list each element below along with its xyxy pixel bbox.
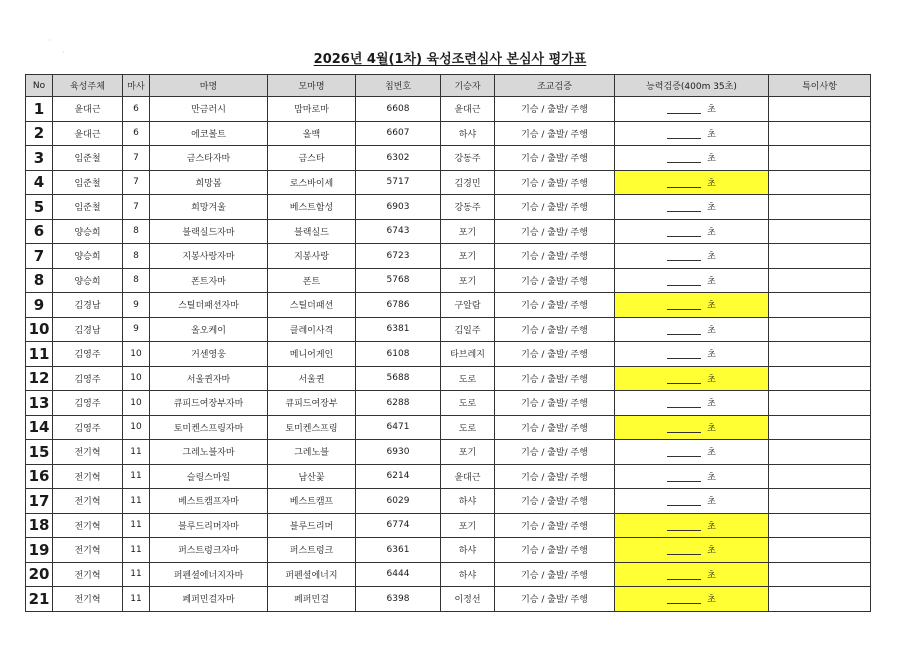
row-no: 17 <box>26 489 53 514</box>
table-row <box>26 366 871 391</box>
table-row <box>26 489 871 514</box>
chip-number-cell: 5768 <box>356 268 441 293</box>
owner-cell: 김영주 <box>53 342 123 367</box>
dam-name-cell: 남산꽃 <box>268 464 356 489</box>
header-owner: 육성주체 <box>53 75 123 97</box>
horse-name-cell: 퍼스트렁크자마 <box>150 538 268 563</box>
owner-cell: 임준철 <box>53 146 123 171</box>
row-no: 2 <box>26 121 53 146</box>
remarks-cell <box>769 342 871 367</box>
table-row <box>26 268 871 293</box>
dam-name-cell: 페퍼민걸 <box>268 587 356 612</box>
owner-cell: 전기혁 <box>53 587 123 612</box>
training-check-cell: 기승 / 출발/ 주행 <box>495 121 615 146</box>
remarks-cell <box>769 366 871 391</box>
chip-number-cell: 6471 <box>356 415 441 440</box>
row-no: 14 <box>26 415 53 440</box>
dam-name-cell: 지봉사랑 <box>268 244 356 269</box>
rider-cell: 구알람 <box>441 293 495 318</box>
rider-cell: 도로 <box>441 415 495 440</box>
row-no: 5 <box>26 195 53 220</box>
training-check-cell: 기승 / 출발/ 주행 <box>495 342 615 367</box>
header-horse: 마명 <box>150 75 268 97</box>
row-no: 9 <box>26 293 53 318</box>
horse-name-cell: 베스트캠프자마 <box>150 489 268 514</box>
stable-cell: 10 <box>123 366 150 391</box>
header-training-check: 조교검증 <box>495 75 615 97</box>
header-remarks: 특이사항 <box>769 75 871 97</box>
seconds-unit: 초 <box>707 595 716 606</box>
training-check-cell: 기승 / 출발/ 주행 <box>495 513 615 538</box>
seconds-unit: 초 <box>707 497 716 508</box>
header-row <box>26 75 871 97</box>
header-no: No <box>26 75 53 97</box>
rider-cell: 도로 <box>441 366 495 391</box>
horse-name-cell: 페퍼민걸자마 <box>150 587 268 612</box>
row-no: 16 <box>26 464 53 489</box>
row-no: 12 <box>26 366 53 391</box>
seconds-unit: 초 <box>707 448 716 459</box>
scan-speck: · <box>48 36 51 45</box>
remarks-cell <box>769 195 871 220</box>
rider-cell: 강동주 <box>441 146 495 171</box>
rider-cell: 윤대근 <box>441 97 495 122</box>
row-no: 4 <box>26 170 53 195</box>
dam-name-cell: 베스트함성 <box>268 195 356 220</box>
table-row <box>26 562 871 587</box>
chip-number-cell: 6302 <box>356 146 441 171</box>
training-check-cell: 기승 / 출발/ 주행 <box>495 415 615 440</box>
remarks-cell <box>769 244 871 269</box>
stable-cell: 10 <box>123 415 150 440</box>
time-blank-line <box>667 162 701 163</box>
header-ability-check: 능력검증(400m 35초) <box>615 75 769 97</box>
rider-cell: 포기 <box>441 268 495 293</box>
training-check-cell: 기승 / 출발/ 주행 <box>495 244 615 269</box>
remarks-cell <box>769 562 871 587</box>
ability-time-cell <box>615 219 769 244</box>
seconds-unit: 초 <box>707 325 716 336</box>
time-blank-line <box>667 554 701 555</box>
owner-cell: 윤대근 <box>53 97 123 122</box>
owner-cell: 전기혁 <box>53 440 123 465</box>
horse-name-cell: 거센영웅 <box>150 342 268 367</box>
stable-cell: 6 <box>123 97 150 122</box>
seconds-unit: 초 <box>707 374 716 385</box>
training-check-cell: 기승 / 출발/ 주행 <box>495 268 615 293</box>
row-no: 19 <box>26 538 53 563</box>
header-dam: 모마명 <box>268 75 356 97</box>
remarks-cell <box>769 317 871 342</box>
owner-cell: 전기혁 <box>53 562 123 587</box>
stable-cell: 7 <box>123 170 150 195</box>
row-no: 10 <box>26 317 53 342</box>
dam-name-cell: 로스바이세 <box>268 170 356 195</box>
dam-name-cell: 토미켄스프링 <box>268 415 356 440</box>
chip-number-cell: 6361 <box>356 538 441 563</box>
table-row <box>26 464 871 489</box>
rider-cell: 하샤 <box>441 538 495 563</box>
seconds-unit: 초 <box>707 129 716 140</box>
horse-name-cell: 슬링스마일 <box>150 464 268 489</box>
remarks-cell <box>769 391 871 416</box>
seconds-unit: 초 <box>707 546 716 557</box>
ability-time-cell <box>615 513 769 538</box>
chip-number-cell: 6608 <box>356 97 441 122</box>
rider-cell: 하샤 <box>441 121 495 146</box>
chip-number-cell: 6723 <box>356 244 441 269</box>
time-blank-line <box>667 358 701 359</box>
owner-cell: 전기혁 <box>53 513 123 538</box>
time-blank-line <box>667 187 701 188</box>
dam-name-cell: 금스타 <box>268 146 356 171</box>
owner-cell: 전기혁 <box>53 464 123 489</box>
dam-name-cell: 블루드리머 <box>268 513 356 538</box>
seconds-unit: 초 <box>707 154 716 165</box>
ability-time-cell <box>615 366 769 391</box>
owner-cell: 양승희 <box>53 219 123 244</box>
training-check-cell: 기승 / 출발/ 주행 <box>495 366 615 391</box>
remarks-cell <box>769 538 871 563</box>
time-blank-line <box>667 603 701 604</box>
remarks-cell <box>769 587 871 612</box>
rider-cell: 강동주 <box>441 195 495 220</box>
time-blank-line <box>667 309 701 310</box>
ability-time-cell <box>615 538 769 563</box>
rider-cell: 김일주 <box>441 317 495 342</box>
table-row <box>26 170 871 195</box>
training-check-cell: 기승 / 출발/ 주행 <box>495 562 615 587</box>
time-blank-line <box>667 236 701 237</box>
horse-name-cell: 폰트자마 <box>150 268 268 293</box>
remarks-cell <box>769 97 871 122</box>
header-chip: 칩번호 <box>356 75 441 97</box>
chip-number-cell: 6743 <box>356 219 441 244</box>
owner-cell: 양승희 <box>53 244 123 269</box>
dam-name-cell: 베스트캠프 <box>268 489 356 514</box>
chip-number-cell: 6214 <box>356 464 441 489</box>
training-check-cell: 기승 / 출발/ 주행 <box>495 391 615 416</box>
dam-name-cell: 클레이사격 <box>268 317 356 342</box>
ability-time-cell <box>615 391 769 416</box>
evaluation-table <box>25 74 871 612</box>
table-row <box>26 244 871 269</box>
time-blank-line <box>667 456 701 457</box>
owner-cell: 김영주 <box>53 366 123 391</box>
owner-cell: 김영주 <box>53 415 123 440</box>
remarks-cell <box>769 121 871 146</box>
stable-cell: 11 <box>123 440 150 465</box>
row-no: 8 <box>26 268 53 293</box>
seconds-unit: 초 <box>707 227 716 238</box>
table-row <box>26 391 871 416</box>
seconds-unit: 초 <box>707 276 716 287</box>
horse-name-cell: 퍼펜셜에너지자마 <box>150 562 268 587</box>
seconds-unit: 초 <box>707 472 716 483</box>
chip-number-cell: 6903 <box>356 195 441 220</box>
stable-cell: 10 <box>123 342 150 367</box>
training-check-cell: 기승 / 출발/ 주행 <box>495 587 615 612</box>
owner-cell: 전기혁 <box>53 489 123 514</box>
ability-time-cell <box>615 121 769 146</box>
row-no: 1 <box>26 97 53 122</box>
seconds-unit: 초 <box>707 399 716 410</box>
row-no: 7 <box>26 244 53 269</box>
stable-cell: 11 <box>123 464 150 489</box>
horse-name-cell: 스틸더패션자마 <box>150 293 268 318</box>
header-stable: 마사 <box>123 75 150 97</box>
time-blank-line <box>667 407 701 408</box>
ability-time-cell <box>615 489 769 514</box>
time-blank-line <box>667 285 701 286</box>
horse-name-cell: 블루드리머자마 <box>150 513 268 538</box>
remarks-cell <box>769 464 871 489</box>
table-row <box>26 293 871 318</box>
row-no: 21 <box>26 587 53 612</box>
row-no: 13 <box>26 391 53 416</box>
stable-cell: 11 <box>123 587 150 612</box>
time-blank-line <box>667 530 701 531</box>
training-check-cell: 기승 / 출발/ 주행 <box>495 97 615 122</box>
stable-cell: 9 <box>123 293 150 318</box>
dam-name-cell: 메니어게인 <box>268 342 356 367</box>
table-row <box>26 587 871 612</box>
owner-cell: 양승희 <box>53 268 123 293</box>
horse-name-cell: 지봉사랑자마 <box>150 244 268 269</box>
training-check-cell: 기승 / 출발/ 주행 <box>495 146 615 171</box>
rider-cell: 이정선 <box>441 587 495 612</box>
time-blank-line <box>667 481 701 482</box>
training-check-cell: 기승 / 출발/ 주행 <box>495 219 615 244</box>
ability-time-cell <box>615 587 769 612</box>
chip-number-cell: 6029 <box>356 489 441 514</box>
stable-cell: 8 <box>123 219 150 244</box>
table-row <box>26 97 871 122</box>
stable-cell: 10 <box>123 391 150 416</box>
rider-cell: 포기 <box>441 513 495 538</box>
chip-number-cell: 6786 <box>356 293 441 318</box>
rider-cell: 포기 <box>441 219 495 244</box>
ability-time-cell <box>615 195 769 220</box>
owner-cell: 임준철 <box>53 195 123 220</box>
time-blank-line <box>667 260 701 261</box>
rider-cell: 도로 <box>441 391 495 416</box>
ability-time-cell <box>615 464 769 489</box>
stable-cell: 11 <box>123 489 150 514</box>
seconds-unit: 초 <box>707 301 716 312</box>
dam-name-cell: 큐피드여장부 <box>268 391 356 416</box>
remarks-cell <box>769 293 871 318</box>
time-blank-line <box>667 211 701 212</box>
chip-number-cell: 6381 <box>356 317 441 342</box>
horse-name-cell: 서울퀸자마 <box>150 366 268 391</box>
time-blank-line <box>667 579 701 580</box>
table-row <box>26 440 871 465</box>
seconds-unit: 초 <box>707 252 716 263</box>
seconds-unit: 초 <box>707 570 716 581</box>
rider-cell: 윤대근 <box>441 464 495 489</box>
ability-time-cell <box>615 293 769 318</box>
rider-cell: 포기 <box>441 244 495 269</box>
rider-cell: 포기 <box>441 440 495 465</box>
chip-number-cell: 5717 <box>356 170 441 195</box>
ability-time-cell <box>615 146 769 171</box>
remarks-cell <box>769 513 871 538</box>
dam-name-cell: 올백 <box>268 121 356 146</box>
ability-time-cell <box>615 415 769 440</box>
table-row <box>26 195 871 220</box>
scan-speck: · <box>62 48 65 57</box>
chip-number-cell: 6930 <box>356 440 441 465</box>
horse-name-cell: 희망겨울 <box>150 195 268 220</box>
ability-time-cell <box>615 342 769 367</box>
dam-name-cell: 폰트 <box>268 268 356 293</box>
horse-name-cell: 그레노블자마 <box>150 440 268 465</box>
dam-name-cell: 맘마로마 <box>268 97 356 122</box>
horse-name-cell: 희망봄 <box>150 170 268 195</box>
seconds-unit: 초 <box>707 105 716 116</box>
stable-cell: 6 <box>123 121 150 146</box>
dam-name-cell: 퍼펜셜에너지 <box>268 562 356 587</box>
seconds-unit: 초 <box>707 203 716 214</box>
rider-cell: 하샤 <box>441 489 495 514</box>
row-no: 15 <box>26 440 53 465</box>
chip-number-cell: 6108 <box>356 342 441 367</box>
rider-cell: 타브레지 <box>441 342 495 367</box>
training-check-cell: 기승 / 출발/ 주행 <box>495 440 615 465</box>
table-row <box>26 342 871 367</box>
training-check-cell: 기승 / 출발/ 주행 <box>495 317 615 342</box>
table-row <box>26 317 871 342</box>
rider-cell: 하샤 <box>441 562 495 587</box>
remarks-cell <box>769 146 871 171</box>
stable-cell: 9 <box>123 317 150 342</box>
horse-name-cell: 금스타자마 <box>150 146 268 171</box>
training-check-cell: 기승 / 출발/ 주행 <box>495 489 615 514</box>
remarks-cell <box>769 219 871 244</box>
table-row <box>26 121 871 146</box>
row-no: 20 <box>26 562 53 587</box>
training-check-cell: 기승 / 출발/ 주행 <box>495 195 615 220</box>
row-no: 18 <box>26 513 53 538</box>
remarks-cell <box>769 440 871 465</box>
seconds-unit: 초 <box>707 521 716 532</box>
horse-name-cell: 에코볼트 <box>150 121 268 146</box>
seconds-unit: 초 <box>707 350 716 361</box>
ability-time-cell <box>615 170 769 195</box>
page-title: 2026년 4월(1차) 육성조련심사 본심사 평가표 <box>313 52 587 67</box>
table-row <box>26 513 871 538</box>
row-no: 3 <box>26 146 53 171</box>
table-row <box>26 415 871 440</box>
owner-cell: 임준철 <box>53 170 123 195</box>
chip-number-cell: 5688 <box>356 366 441 391</box>
training-check-cell: 기승 / 출발/ 주행 <box>495 170 615 195</box>
chip-number-cell: 6774 <box>356 513 441 538</box>
horse-name-cell: 큐피드여장부자마 <box>150 391 268 416</box>
seconds-unit: 초 <box>707 423 716 434</box>
horse-name-cell: 올오케이 <box>150 317 268 342</box>
rider-cell: 김경민 <box>441 170 495 195</box>
dam-name-cell: 스틸더패션 <box>268 293 356 318</box>
time-blank-line <box>667 138 701 139</box>
ability-time-cell <box>615 97 769 122</box>
seconds-unit: 초 <box>707 178 716 189</box>
ability-time-cell <box>615 562 769 587</box>
time-blank-line <box>667 334 701 335</box>
dam-name-cell: 그레노블 <box>268 440 356 465</box>
owner-cell: 김영주 <box>53 391 123 416</box>
time-blank-line <box>667 432 701 433</box>
chip-number-cell: 6607 <box>356 121 441 146</box>
dam-name-cell: 퍼스트렁크 <box>268 538 356 563</box>
remarks-cell <box>769 489 871 514</box>
training-check-cell: 기승 / 출발/ 주행 <box>495 464 615 489</box>
row-no: 11 <box>26 342 53 367</box>
remarks-cell <box>769 268 871 293</box>
training-check-cell: 기승 / 출발/ 주행 <box>495 293 615 318</box>
stable-cell: 11 <box>123 513 150 538</box>
table-row <box>26 146 871 171</box>
ability-time-cell <box>615 268 769 293</box>
time-blank-line <box>667 505 701 506</box>
ability-time-cell <box>615 317 769 342</box>
chip-number-cell: 6398 <box>356 587 441 612</box>
owner-cell: 전기혁 <box>53 538 123 563</box>
horse-name-cell: 블랙실드자마 <box>150 219 268 244</box>
time-blank-line <box>667 113 701 114</box>
owner-cell: 김경남 <box>53 317 123 342</box>
horse-name-cell: 토미켄스프링자마 <box>150 415 268 440</box>
table-row <box>26 538 871 563</box>
dam-name-cell: 블랙실드 <box>268 219 356 244</box>
row-no: 6 <box>26 219 53 244</box>
ability-time-cell <box>615 440 769 465</box>
stable-cell: 7 <box>123 146 150 171</box>
remarks-cell <box>769 170 871 195</box>
stable-cell: 8 <box>123 244 150 269</box>
horse-name-cell: 만금러시 <box>150 97 268 122</box>
table-row <box>26 219 871 244</box>
chip-number-cell: 6444 <box>356 562 441 587</box>
stable-cell: 11 <box>123 562 150 587</box>
remarks-cell <box>769 415 871 440</box>
stable-cell: 7 <box>123 195 150 220</box>
chip-number-cell: 6288 <box>356 391 441 416</box>
header-rider: 기승자 <box>441 75 495 97</box>
training-check-cell: 기승 / 출발/ 주행 <box>495 538 615 563</box>
dam-name-cell: 서울퀸 <box>268 366 356 391</box>
time-blank-line <box>667 383 701 384</box>
stable-cell: 11 <box>123 538 150 563</box>
ability-time-cell <box>615 244 769 269</box>
owner-cell: 윤대근 <box>53 121 123 146</box>
stable-cell: 8 <box>123 268 150 293</box>
owner-cell: 김경남 <box>53 293 123 318</box>
